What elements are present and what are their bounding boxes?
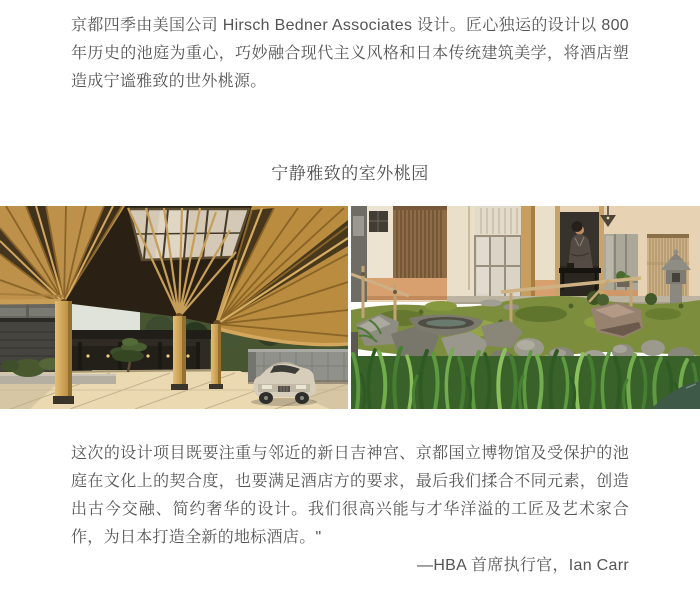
photo-row <box>0 206 700 409</box>
photo-japanese-garden <box>351 206 700 409</box>
intro-paragraph: 京都四季由美国公司 Hirsch Bedner Associates 设计。匠心独运的设计以 800 年历史的池庭为重心，巧妙融合现代主义风格和日本传统建筑美学，将酒店塑造成宁谧雅致的世外桃源。 <box>71 17 629 90</box>
photo-wooden-canopy <box>0 206 348 409</box>
quote-paragraph: 这次的设计项目既要注重与邻近的新日吉神宫、京都国立博物馆及受保护的池庭在文化上的契合度，也要满足酒店方的要求，最后我们揉合不同元素，创造出古今交融、简约奢华的设计。我们很高兴能与才华洋溢的工匠及艺术家合作，为日本打造全新的地标酒店。" <box>71 445 629 546</box>
iris-grass <box>351 348 700 409</box>
quote-attribution: —HBA 首席执行官，Ian Carr <box>417 557 629 574</box>
section-heading: 宁静雅致的室外桃园 <box>271 164 429 183</box>
article-content-bottom <box>0 440 700 580</box>
article-content <box>0 0 700 186</box>
